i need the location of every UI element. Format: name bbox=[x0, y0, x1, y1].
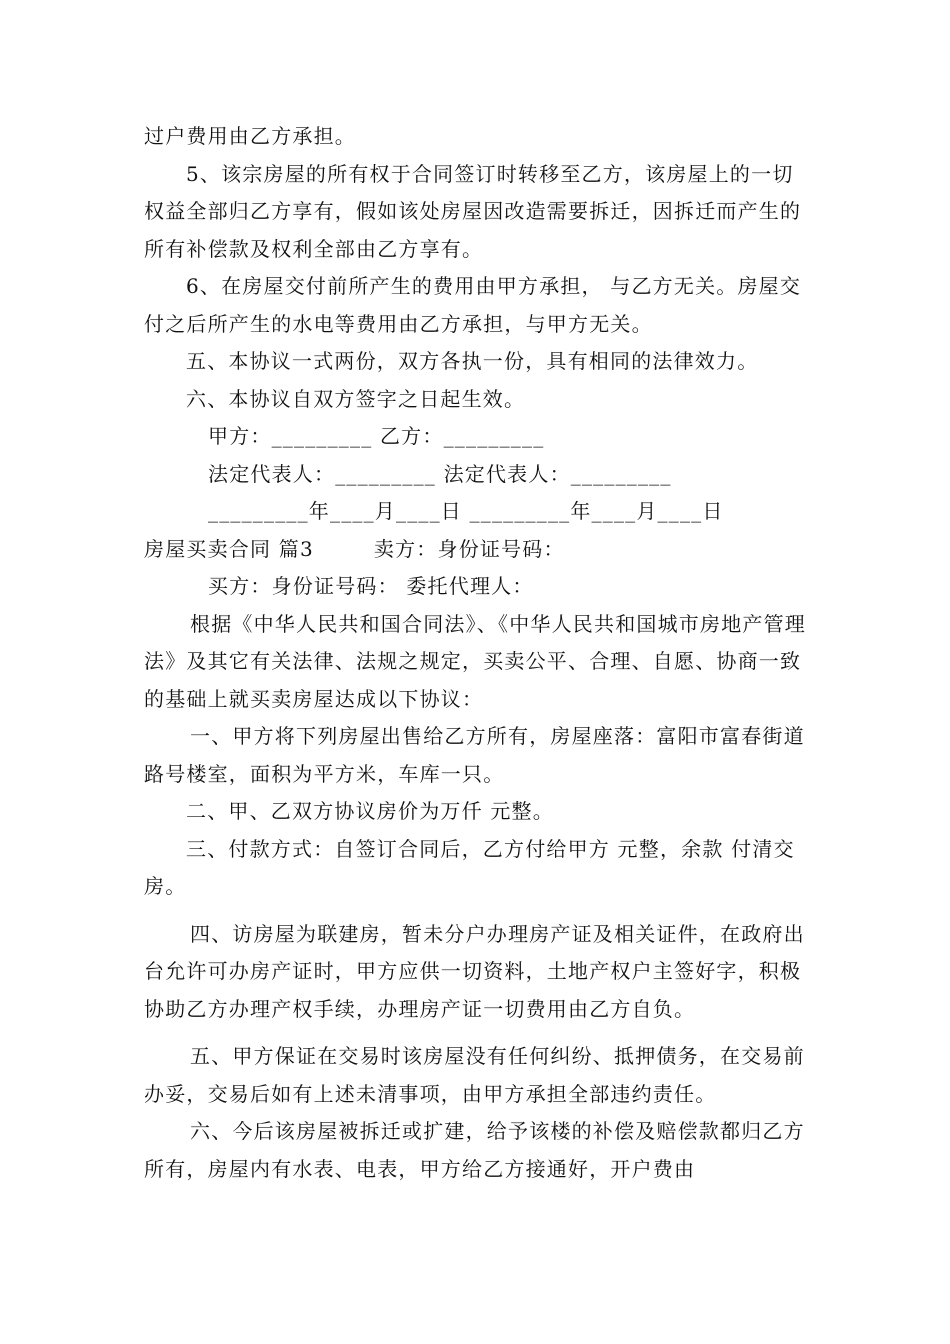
signature-representatives-line bbox=[144, 456, 814, 494]
rep-b-label: 法定代表人： bbox=[436, 461, 571, 486]
rep-a-blank: _________ bbox=[335, 461, 437, 486]
paragraph-copies: 五、本协议一式两份，双方各执一份，具有相同的法律效力。 bbox=[186, 349, 759, 373]
document-body bbox=[144, 118, 814, 1188]
party-a-label: 甲方： bbox=[208, 424, 272, 448]
paragraph-article-2: 二、甲、乙双方协议房价为万仟 元整。 bbox=[186, 799, 554, 823]
paragraph-effective: 六、本协议自双方签字之日起生效。 bbox=[186, 386, 526, 411]
contract-3-heading-line bbox=[144, 531, 814, 569]
buyer-line: 买方：身份证号码： 委托代理人： bbox=[208, 574, 534, 598]
paragraph-article-6: 六、今后该房屋被拆迁或扩建，给予该楼的补偿及赔偿款都归乙方所有，房屋内有水表、电表，甲方给乙方接通好，开户费由 bbox=[144, 1119, 805, 1181]
signature-date-line: _________年____月____日 _________年____月____日 bbox=[208, 499, 724, 523]
party-b-blank: _________ bbox=[443, 424, 545, 448]
paragraph-article-3: 三、付款方式：自签订合同后，乙方付给甲方 元整，余款 付清交房。 bbox=[144, 836, 795, 898]
paragraph-article-1: 一、甲方将下列房屋出售给乙方所有，房屋座落：富阳市富春街道路号楼室，面积为平方米，车库一只。 bbox=[144, 724, 805, 786]
paragraph-article-4: 四、访房屋为联建房，暂未分户办理房产证及相关证件，在政府出台允许可办房产证时，甲方应供一切资料，土地产权户主签好字，积极协助乙方办理产权手续，办理房产证一切费用由乙方自负。 bbox=[144, 921, 805, 1021]
signature-parties-line bbox=[144, 418, 814, 456]
paragraph-clause-6: 6、在房屋交付前所产生的费用由甲方承担， 与乙方无关。房屋交付之后所产生的水电等费用由乙方承担，与甲方无关。 bbox=[144, 274, 802, 336]
rep-b-blank: _________ bbox=[570, 461, 672, 486]
paragraph-transfer-fee: 过户费用由乙方承担。 bbox=[144, 124, 356, 148]
paragraph-article-5: 五、甲方保证在交易时该房屋没有任何纠纷、抵押债务，在交易前办妥，交易后如有上述未清事项，由甲方承担全部违约责任。 bbox=[144, 1044, 805, 1106]
party-a-blank: _________ bbox=[271, 424, 373, 448]
seller-line: 卖方：身份证号码： bbox=[373, 536, 565, 561]
contract-3-heading: 房屋买卖合同 篇3 bbox=[144, 536, 314, 561]
rep-a-label: 法定代表人： bbox=[208, 461, 336, 486]
party-b-label: 乙方： bbox=[372, 424, 444, 448]
paragraph-intro: 根据《中华人民共和国合同法》、《中华人民共和国城市房地产管理法》及其它有关法律、法规之规定，买卖公平、合理、自愿、协商一致的基础上就买卖房屋达成以下协议： bbox=[144, 611, 806, 711]
paragraph-clause-5: 5、该宗房屋的所有权于合同签订时转移至乙方，该房屋上的一切权益全部归乙方享有，假如该处房屋因改造需要拆迁，因拆迁而产生的所有补偿款及权利全部由乙方享有。 bbox=[144, 161, 802, 261]
